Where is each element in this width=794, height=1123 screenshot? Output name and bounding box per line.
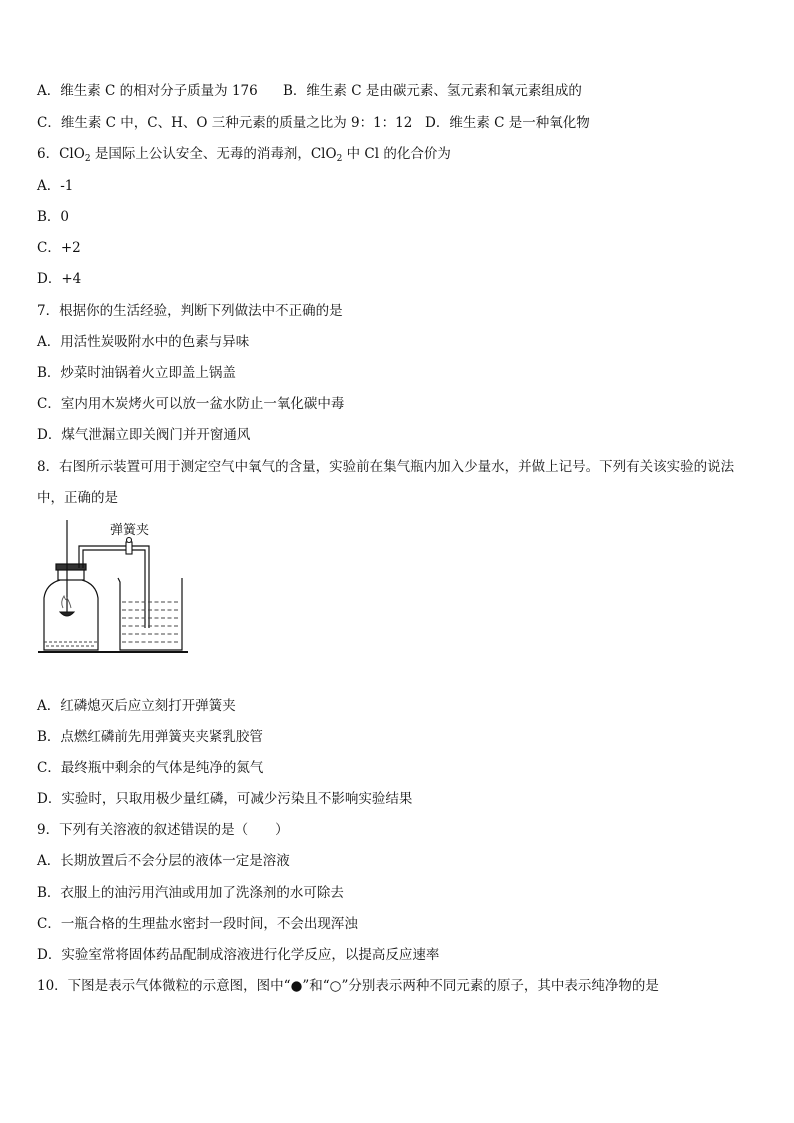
q9-option-d: D．实验室常将固体药品配制成溶液进行化学反应，以提高反应速率 xyxy=(37,947,440,963)
q10-stem: 10．下图是表示气体微粒的示意图，图中“●”和“○”分别表示两种不同元素的原子，其中表示纯净物的是 xyxy=(37,978,659,994)
q6-stem xyxy=(37,145,451,163)
beaker xyxy=(118,578,182,650)
q7-option-c: C．室内用木炭烤火可以放一盆水防止一氧化碳中毒 xyxy=(37,396,345,412)
q8-option-d: D．实验时，只取用极少量红磷，可减少污染且不影响实验结果 xyxy=(37,791,413,807)
flame-icon xyxy=(62,596,71,608)
q7-option-b: B．炒菜时油锅着火立即盖上锅盖 xyxy=(37,365,236,381)
q6-option-b: B．0 xyxy=(37,209,70,225)
q6-subscript: 2 xyxy=(336,154,343,164)
q6-option-a: A．-1 xyxy=(37,178,74,194)
q7-option-d: D．煤气泄漏立即关阀门并开窗通风 xyxy=(37,427,251,443)
q6-option-c: C．+2 xyxy=(37,240,81,256)
spring-clip-label: 弹簧夹 xyxy=(110,523,150,538)
q5-option-b: B．维生素 C 是由碳元素、氢元素和氧元素组成的 xyxy=(283,83,582,99)
q9-option-b: B．衣服上的油污用汽油或用加了洗涤剂的水可除去 xyxy=(37,885,344,901)
q8-stem-line1: 8．右图所示装置可用于测定空气中氧气的含量，实验前在集气瓶内加入少量水，并做上记号。下列有关该实验的说法 xyxy=(37,459,735,475)
apparatus-figure xyxy=(36,516,192,660)
spring-clip-icon xyxy=(126,538,132,555)
connecting-tube-inner xyxy=(83,550,145,628)
q7-option-a: A．用活性炭吸附水中的色素与异味 xyxy=(37,334,250,350)
q5-option-c: C．维生素 C 中，C、H、O 三种元素的质量之比为 9：1：12 xyxy=(37,115,413,131)
q6-stem-part: 中 Cl 的化合价为 xyxy=(342,146,451,162)
q6-subscript: 2 xyxy=(84,154,91,164)
q8-stem-line2: 中，正确的是 xyxy=(37,490,118,506)
q9-option-a: A．长期放置后不会分层的液体一定是溶液 xyxy=(37,853,290,869)
q8-option-b: B．点燃红磷前先用弹簧夹夹紧乳胶管 xyxy=(37,729,263,745)
q9-stem: 9．下列有关溶液的叙述错误的是（ ） xyxy=(37,822,289,838)
combustion-spoon xyxy=(60,612,74,616)
apparatus-diagram xyxy=(36,516,192,660)
q8-option-a: A．红磷熄灭后应立刻打开弹簧夹 xyxy=(37,698,236,714)
beaker-water xyxy=(122,602,180,642)
q6-stem-part: 6．ClO xyxy=(37,146,85,162)
q8-option-c: C．最终瓶中剩余的气体是纯净的氮气 xyxy=(37,760,264,776)
q5-option-a: A．维生素 C 的相对分子质量为 176 xyxy=(37,83,258,99)
q5-option-d: D．维生素 C 是一种氧化物 xyxy=(425,115,590,131)
q9-option-c: C．一瓶合格的生理盐水密封一段时间，不会出现浑浊 xyxy=(37,916,358,932)
q6-option-d: D．+4 xyxy=(37,271,82,287)
q6-stem-part: 是国际上公认安全、无毒的消毒剂，ClO xyxy=(90,146,337,162)
connecting-tube xyxy=(79,546,149,628)
q7-stem: 7．根据你的生活经验，判断下列做法中不正确的是 xyxy=(37,303,343,319)
